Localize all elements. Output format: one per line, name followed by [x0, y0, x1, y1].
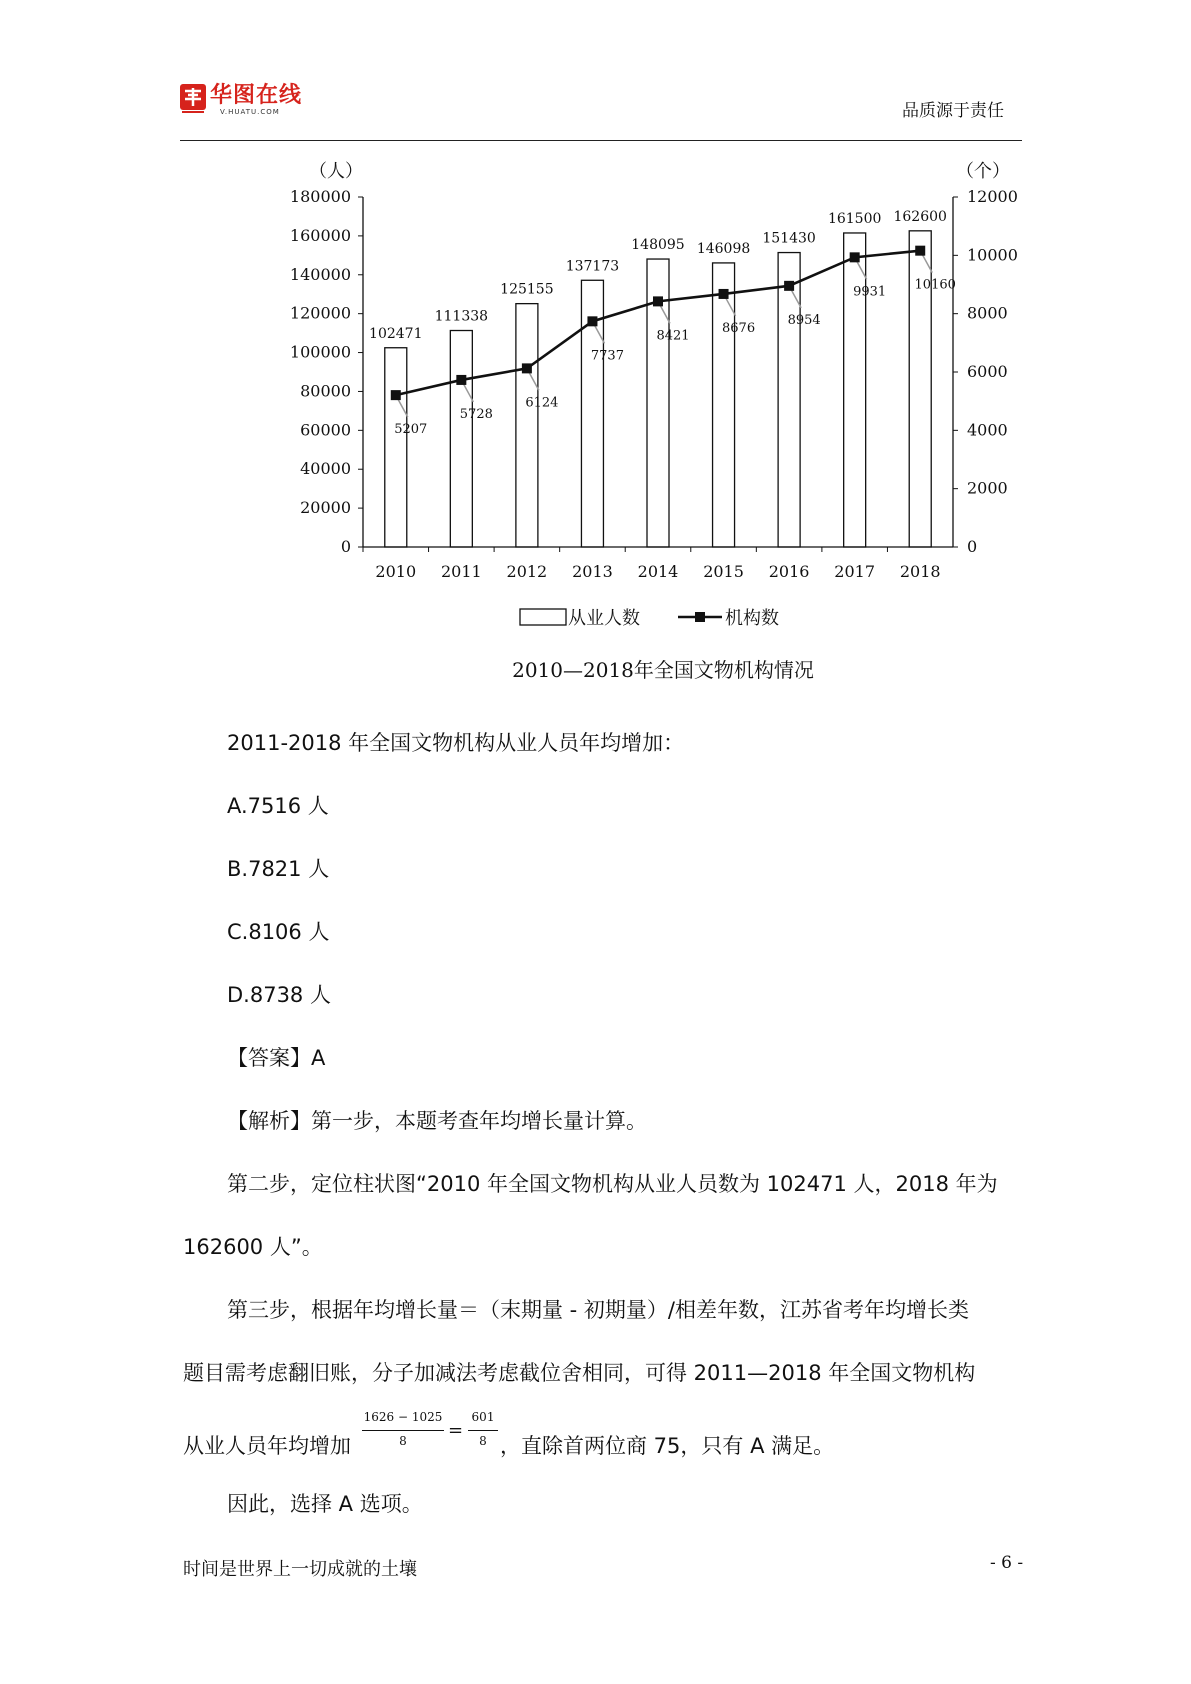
line-point-2017 [850, 252, 860, 262]
line-label-2012: 6124 [525, 395, 559, 411]
x-tick-label-2018: 2018 [899, 562, 941, 581]
analysis-step2-line2: 162600 人”。 [183, 1235, 323, 1259]
combo-chart [260, 150, 1020, 690]
bar-2017 [844, 233, 866, 547]
bar-label-2010: 102471 [369, 325, 423, 342]
left-tick-label-60000: 60000 [300, 420, 351, 440]
conclusion-text: 因此，选择 A 选项。 [227, 1492, 423, 1516]
fraction1-numerator: 1626 − 1025 [363, 1410, 443, 1424]
bar-2010 [385, 348, 407, 547]
analysis-step3-line2: 题目需考虑翻旧账，分子加减法考虑截位舍相同，可得 2011—2018 年全国文物机构 [183, 1361, 976, 1385]
analysis-step2-line1: 第二步，定位柱状图“2010 年全国文物机构从业人员数为 102471 人，2018 年为 [227, 1172, 998, 1196]
fraction2-numerator: 601 [471, 1410, 495, 1424]
x-tick-label-2012: 2012 [506, 562, 548, 581]
fraction1-bar [362, 1430, 444, 1431]
x-tick-label-2010: 2010 [375, 562, 417, 581]
option-d: D.8738 人 [227, 983, 331, 1007]
left-tick-label-40000: 40000 [300, 459, 351, 479]
bar-label-2014: 148095 [631, 237, 685, 254]
bar-label-2011: 111338 [434, 308, 489, 325]
line-label-2010: 5207 [394, 422, 428, 438]
chart-container [260, 150, 1020, 690]
header-slogan: 品质源于责任 [902, 101, 1004, 121]
line-label-2015: 8676 [722, 320, 756, 336]
bar-label-2016: 151430 [762, 230, 816, 247]
line-point-2016 [784, 281, 794, 291]
header-divider [180, 140, 1022, 141]
analysis-step1: 【解析】第一步，本题考查年均增长量计算。 [227, 1109, 647, 1133]
left-tick-label-160000: 160000 [289, 225, 351, 245]
huatu-logo-icon [180, 84, 206, 114]
legend-bar-swatch [520, 609, 566, 625]
line-label-2017: 9931 [853, 284, 887, 300]
legend-line-label: 机构数 [725, 608, 779, 629]
line-point-2015 [719, 289, 729, 299]
bar-label-2018: 162600 [893, 208, 947, 225]
line-label-2014: 8421 [656, 328, 690, 344]
fraction1-denominator: 8 [399, 1434, 407, 1448]
option-a: A.7516 人 [227, 794, 329, 818]
x-tick-label-2011: 2011 [440, 562, 482, 581]
left-tick-label-100000: 100000 [289, 342, 351, 362]
chart-title: 2010—2018年全国文物机构情况 [512, 658, 814, 682]
question-text: 2011-2018 年全国文物机构从业人员年均增加： [227, 731, 685, 755]
line-point-2013 [587, 316, 597, 326]
brand-url: V.HUATU.COM [220, 108, 280, 116]
brand-name: 华图在线 [210, 83, 303, 108]
x-tick-label-2016: 2016 [768, 562, 810, 581]
left-axis-unit: （人） [309, 161, 363, 182]
answer-line: 【答案】A [227, 1046, 326, 1070]
left-tick-label-180000: 180000 [289, 187, 351, 206]
line-point-2014 [653, 296, 663, 306]
legend-line-marker [695, 612, 705, 622]
right-tick-label-0: 0 [967, 537, 978, 556]
bar-label-2013: 137173 [565, 258, 620, 275]
left-tick-label-80000: 80000 [300, 381, 351, 401]
right-tick-label-12000: 12000 [967, 187, 1018, 206]
right-tick-label-8000: 8000 [967, 303, 1008, 323]
line-label-2016: 8954 [787, 312, 821, 328]
line-point-2018 [915, 246, 925, 256]
x-tick-label-2017: 2017 [834, 562, 876, 581]
x-tick-label-2014: 2014 [637, 562, 679, 581]
line-point-2011 [456, 375, 466, 385]
x-tick-label-2013: 2013 [572, 562, 613, 581]
legend-bar-label: 从业人数 [568, 608, 640, 629]
page-header [180, 80, 1022, 140]
left-tick-label-20000: 20000 [300, 498, 351, 518]
line-label-2018: 10160 [914, 277, 956, 293]
right-axis-unit: （个） [956, 161, 1010, 182]
right-tick-label-6000: 6000 [967, 362, 1008, 381]
x-tick-label-2015: 2015 [703, 562, 744, 581]
page-number: - 6 - [990, 1553, 1024, 1573]
option-b: B.7821 人 [227, 857, 330, 881]
fraction2-denominator: 8 [479, 1434, 487, 1448]
left-tick-label-120000: 120000 [289, 303, 351, 323]
equals-sign: = [448, 1420, 464, 1441]
left-tick-label-140000: 140000 [289, 264, 351, 284]
bar-2011 [450, 331, 472, 547]
fraction2-bar [468, 1430, 498, 1431]
bar-label-2015: 146098 [696, 240, 751, 257]
analysis-step3-line1: 第三步，根据年均增长量＝（末期量 - 初期量）/相差年数，江苏省考年均增长类 [227, 1298, 970, 1322]
right-tick-label-10000: 10000 [967, 245, 1018, 265]
brand-logo [180, 84, 302, 116]
footer-motto: 时间是世界上一切成就的土壤 [183, 1559, 417, 1580]
left-tick-label-0: 0 [340, 537, 351, 556]
bar-2012 [516, 304, 538, 547]
line-point-2010 [391, 390, 401, 400]
bar-2016 [778, 253, 800, 547]
line-point-2012 [522, 363, 532, 373]
right-tick-label-4000: 4000 [967, 420, 1008, 440]
bar-label-2017: 161500 [827, 210, 882, 227]
right-tick-label-2000: 2000 [967, 478, 1008, 498]
analysis-step3-line3-prefix: 从业人员年均增加 [183, 1434, 351, 1458]
bar-2015 [713, 263, 735, 547]
line-label-2011: 5728 [459, 406, 493, 422]
bar-label-2012: 125155 [500, 281, 554, 298]
option-c: C.8106 人 [227, 920, 330, 944]
line-label-2013: 7737 [590, 348, 624, 364]
analysis-step3-line3-suffix: ，直除首两位商 75，只有 A 满足。 [500, 1434, 835, 1458]
